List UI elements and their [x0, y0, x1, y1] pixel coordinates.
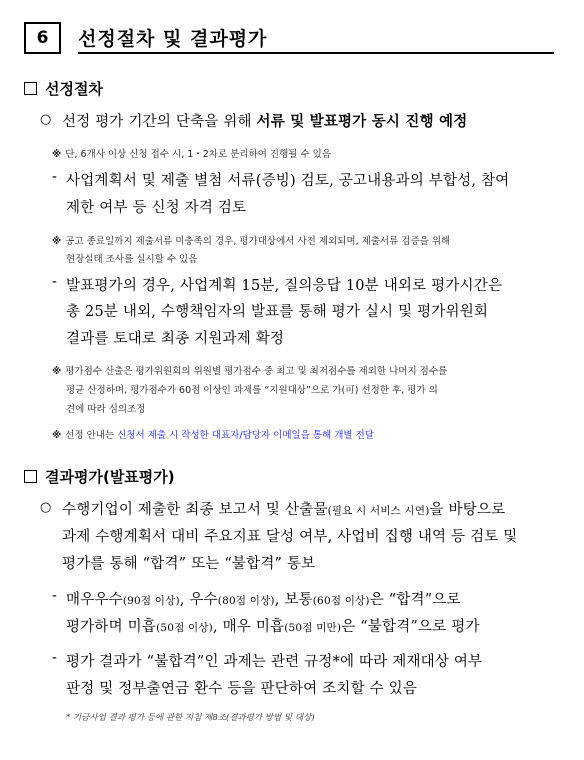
grade-range: (50점 이상)	[156, 622, 213, 634]
item-text: 선정 평가 기간의 단축을 위해	[62, 114, 257, 130]
dash-1-line-2: 제한 여부 등 신청 자격 검토	[66, 200, 247, 216]
grade-text: , 보통	[274, 592, 313, 608]
circle-bullet: ○	[40, 112, 52, 127]
result-dash-2-line-2: 판정 및 정부출연금 환수 등을 판단하여 조치할 수 있음	[66, 681, 418, 697]
dash-2-line-2: 총 25분 내외, 수행책임자의 발표를 통해 평가 실시 및 평가위원회	[66, 304, 489, 320]
grade-text: 매우우수	[66, 592, 123, 608]
dash-bullet: -	[52, 650, 57, 666]
note-4	[52, 427, 374, 441]
subsection-heading-text: 선정절차	[45, 80, 103, 98]
note-emphasis-blue: 신청서 제출 시 작성한 대표자/담당자 이메일을 통해 개별 전달	[117, 430, 374, 441]
note-3-line-2: 평균 산정하며, 평가점수가 60점 이상인 과제를 “지원대상”으로 가(可) 선정한 후, 평가 의	[66, 385, 438, 396]
dash-bullet: -	[52, 274, 57, 290]
grade-range: (50점 미만)	[284, 622, 342, 634]
grade-text: , 매우 미흡	[212, 619, 285, 635]
result-dash-2-line-1: 평가 결과가 “불합격”인 과제는 관련 규정*에 따라 제재대상 여부	[66, 654, 483, 670]
dash-2-line-1: 발표평가의 경우, 사업계획 15분, 질의응답 10분 내외로 평가시간은	[66, 278, 503, 294]
grade-text: 은 “합격”으로	[369, 592, 461, 608]
result-item-line-3: 평가를 통해 “합격” 또는 “불합격” 통보	[62, 556, 316, 572]
grade-line-2	[66, 615, 480, 636]
result-item-line-1	[62, 498, 505, 519]
note-3-line-3: 견에 따라 심의조정	[66, 404, 146, 415]
item-text: 수행기업이 제출한 최종 보고서 및 산출물	[62, 502, 328, 518]
subsection-heading-selection	[24, 78, 103, 99]
square-bullet-icon	[24, 82, 37, 95]
note-mark: ※	[52, 236, 62, 247]
grade-range: (80점 이상)	[217, 595, 275, 607]
note-3-line-1	[52, 363, 447, 377]
title-underline	[78, 52, 554, 54]
dash-2-line-3: 결과를 토대로 최종 지원과제 확정	[66, 331, 285, 347]
item-aside: (필요 시 서비스 시연)	[327, 505, 430, 517]
note-text: 공고 종료일까지 제출서류 미충족의 경우, 평가대상에서 사전 제외되며, 제출서류 검증을 위해	[65, 236, 451, 247]
grade-text: 은 “불합격”으로 평가	[341, 619, 480, 635]
note-1	[52, 146, 331, 160]
note-2-line-1	[52, 233, 450, 247]
result-item-line-2: 과제 수행계획서 대비 주요지표 달성 여부, 사업비 집행 내역 등 검토 및	[62, 529, 518, 545]
grade-range: (60점 이상)	[312, 595, 370, 607]
item-text: 을 바탕으로	[429, 502, 506, 518]
section-title: 선정절차 및 결과평가	[78, 28, 268, 50]
subsection-heading-result	[24, 466, 175, 487]
section-header	[24, 22, 536, 56]
note-mark: ※	[52, 430, 62, 441]
dash-1-line-1: 사업계획서 및 제출 별첨 서류(증빙) 검토, 공고내용과의 부합성, 참여	[66, 173, 510, 189]
grade-text: 평가하며 미흡	[66, 619, 157, 635]
note-text: 단, 6개사 이상 신청 접수 시, 1・2차로 분리하여 진행될 수 있음	[65, 149, 332, 160]
circle-bullet: ○	[40, 500, 52, 515]
grade-line-1	[66, 588, 461, 609]
dash-bullet: -	[52, 169, 57, 185]
footnote: * 기금사업 결과 평가 등에 관한 지침 제8조(결과평가 방법 및 대상)	[66, 713, 315, 723]
note-2-line-2: 현장실태 조사를 실시할 수 있음	[66, 254, 198, 265]
note-text: 선정 안내는	[65, 430, 118, 441]
grade-range: (90점 이상)	[122, 595, 180, 607]
subsection-heading-text: 결과평가(발표평가)	[45, 468, 175, 486]
selection-item-1	[62, 110, 467, 131]
grade-text: , 우수	[179, 592, 218, 608]
section-number: 6	[24, 22, 61, 54]
note-mark: ※	[52, 149, 62, 160]
note-mark: ※	[52, 366, 62, 377]
item-emphasis: 서류 및 발표평가 동시 진행 예정	[256, 114, 468, 130]
dash-bullet: -	[52, 588, 57, 604]
square-bullet-icon	[24, 470, 37, 483]
note-text: 평가점수 산출은 평가위원회의 위원별 평가점수 중 최고 및 최저점수를 제외한 나머지 점수를	[65, 366, 448, 377]
